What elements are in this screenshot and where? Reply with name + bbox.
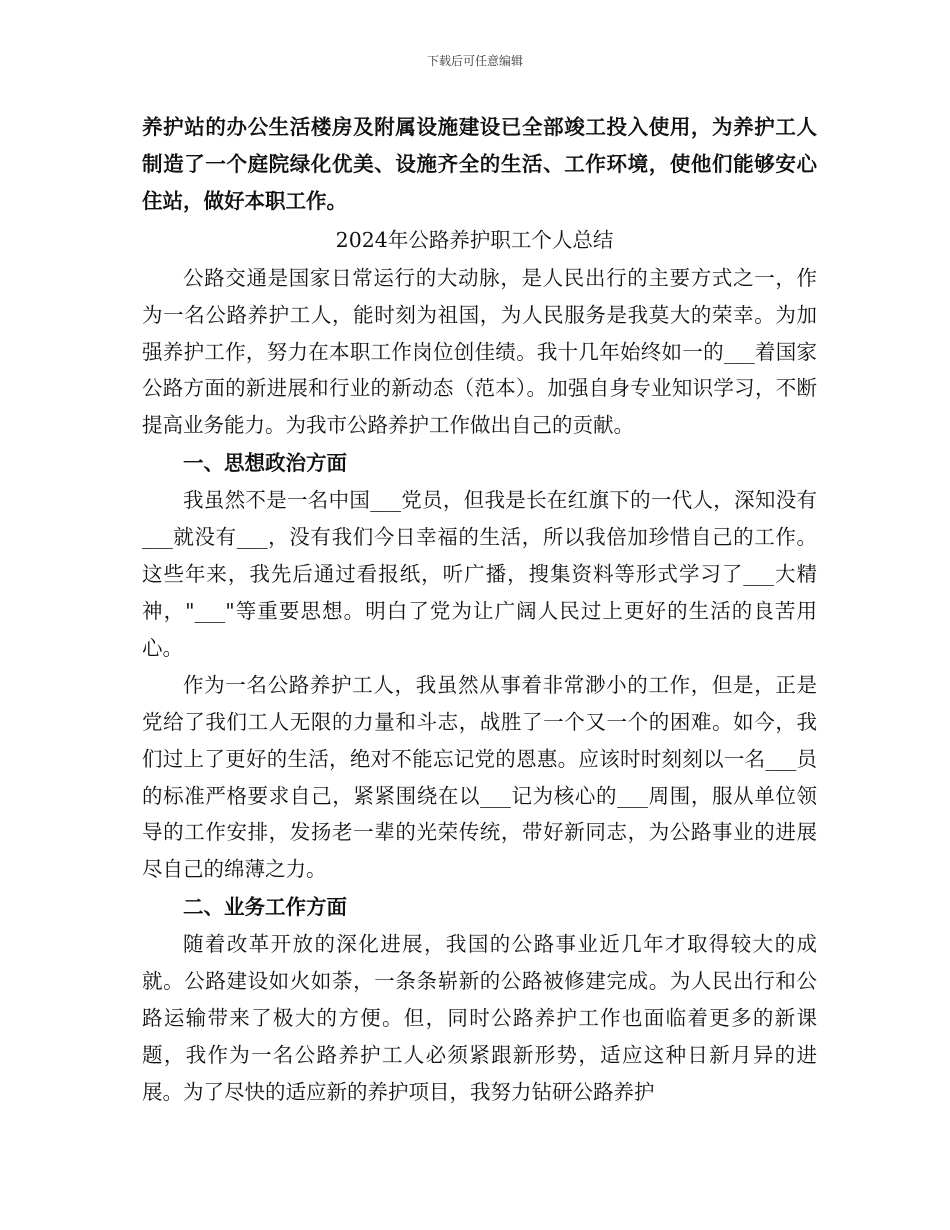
page-header-note: 下载后可任意编辑 <box>426 54 523 68</box>
political-paragraph-1: 我虽然不是一名中国___党员，但我是长在红旗下的一代人，深知没有___就没有___，没有我们今日幸福的生活，所以我倍加珍惜自己的工作。这些年来，我先后通过看报纸，听广播，搜集资料等形式学习了___大精神，"___"等重要思想。明白了党为让广阔人民过上更好的生活的良苦用心。 <box>142 488 817 660</box>
document-title: 2024年公路养护职工个人总结 <box>335 227 614 252</box>
section-heading-business: 二、业务工作方面 <box>183 895 347 920</box>
opening-paragraph: 养护站的办公生活楼房及附属设施建设已全部竣工投入使用，为养护工人制造了一个庭院绿化优美、设施齐全的生活、工作环境，使他们能够安心住站，做好本职工作。 <box>142 115 817 213</box>
political-paragraph-2: 作为一名公路养护工人，我虽然从事着非常渺小的工作，但是，正是党给了我们工人无限的力量和斗志，战胜了一个又一个的困难。如今，我们过上了更好的生活，绝对不能忘记党的恩惠。应该时时刻刻以一名___员的标准严格要求自己，紧紧围绕在以___记为核心的___周围，服从单位领导的工作安排，发扬老一辈的光荣传统，带好新同志，为公路事业的进展尽自己的绵薄之力。 <box>142 672 817 882</box>
document-body <box>142 109 817 1111</box>
intro-paragraph: 公路交通是国家日常运行的大动脉，是人民出行的主要方式之一，作为一名公路养护工人，能时刻为祖国，为人民服务是我莫大的荣幸。为加强养护工作，努力在本职工作岗位创佳绩。我十几年始终如一的___着国家公路方面的新进展和行业的新动态（范本）。加强自身专业知识学习，不断提高业务能力。为我市公路养护工作做出自己的贡献。 <box>142 265 817 438</box>
business-paragraph-1: 随着改革开放的深化进展，我国的公路事业近几年才取得较大的成就。公路建设如火如荼，一条条崭新的公路被修建完成。为人民出行和公路运输带来了极大的方便。但，同时公路养护工作也面临着更多的新课题，我作为一名公路养护工人必须紧跟新形势，适应这种日新月异的进展。为了尽快的适应新的养护项目，我努力钻研公路养护 <box>142 932 817 1104</box>
section-heading-political: 一、思想政治方面 <box>183 451 347 476</box>
